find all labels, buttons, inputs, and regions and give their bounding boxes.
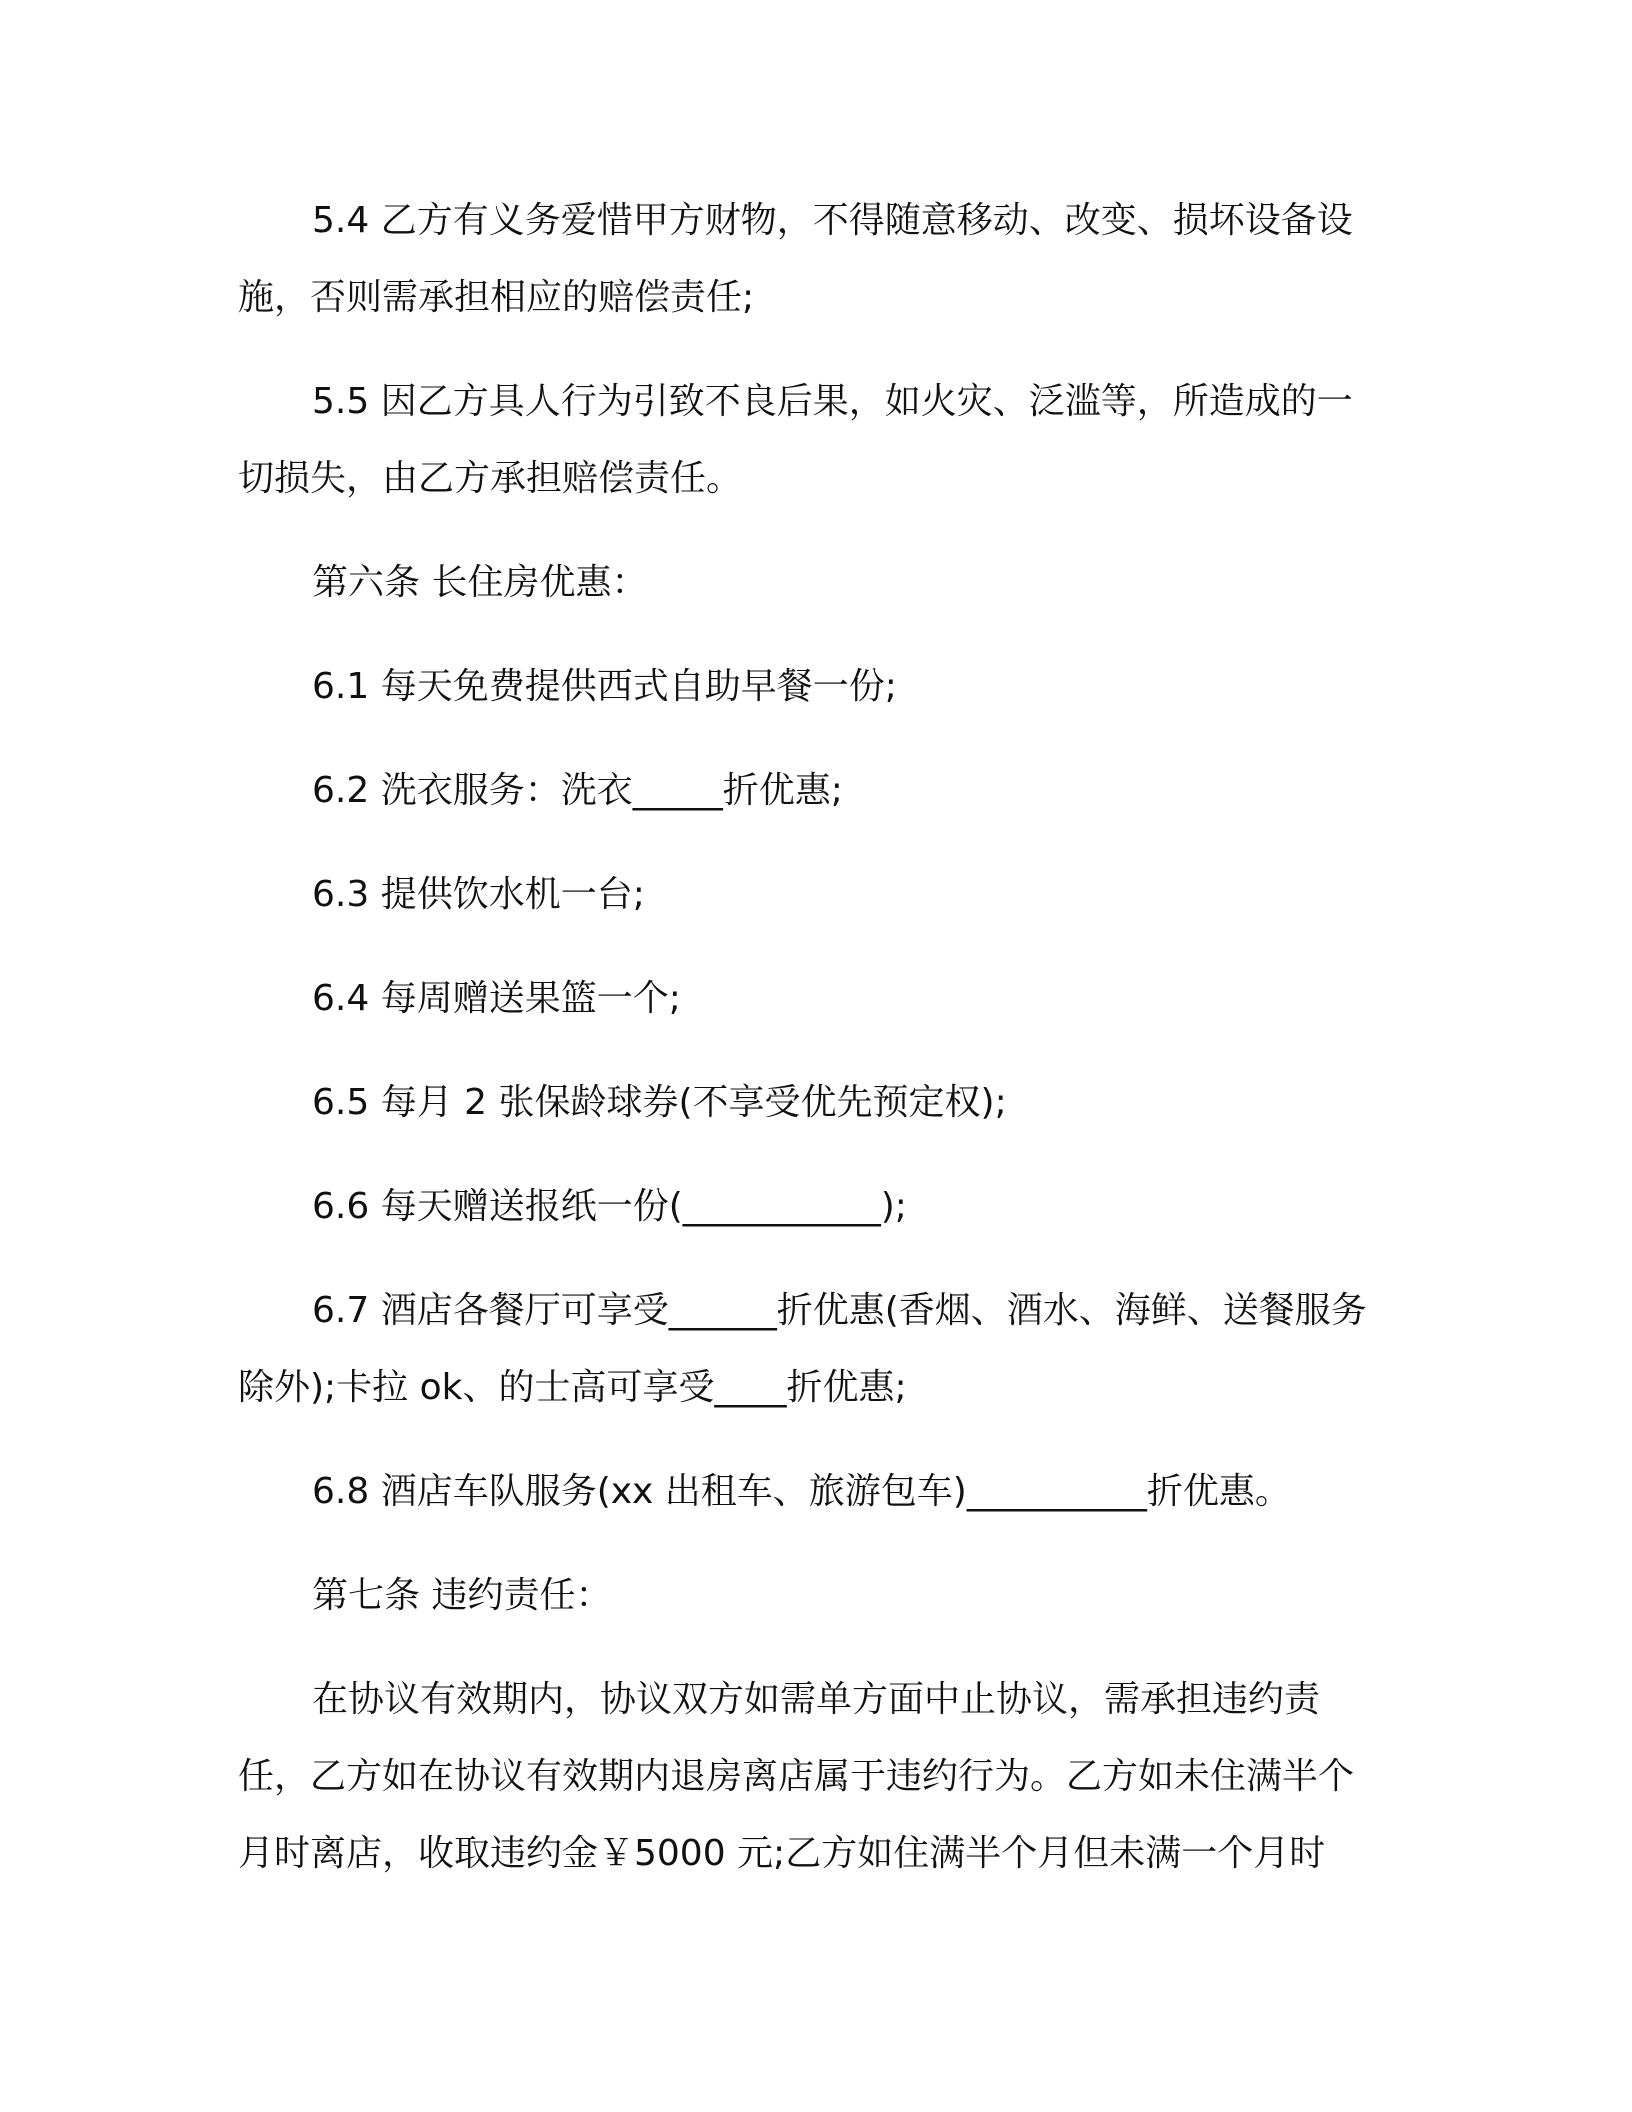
clause-6-6: 6.6 每天赠送报纸一份(___________);	[312, 1186, 907, 1227]
article-7-body: 在协议有效期内，协议双方如需单方面中止协议，需承担违约责任，乙方如在协议有效期内退房离店属于违约行为。乙方如未住满半个月时离店，收取违约金￥5000 元;乙方如住满半个月但未满一个月时	[238, 1679, 1355, 1874]
clause-6-8: 6.8 酒店车队服务(xx 出租车、旅游包车)__________折优惠。	[312, 1471, 1291, 1512]
article-7-heading: 第七条 违约责任：	[312, 1575, 612, 1616]
clause-5-5: 5.5 因乙方具人行为引致不良后果，如火灾、泛滥等，所造成的一切损失，由乙方承担赔偿责任。	[238, 381, 1353, 499]
article-6-heading: 第六条 长住房优惠：	[312, 562, 648, 603]
clause-5-4: 5.4 乙方有义务爱惜甲方财物，不得随意移动、改变、损坏设备设施，否则需承担相应的赔偿责任;	[238, 200, 1353, 318]
clause-6-1: 6.1 每天免费提供西式自助早餐一份;	[312, 666, 897, 707]
clause-6-3: 6.3 提供饮水机一台;	[312, 874, 645, 915]
clause-6-7: 6.7 酒店各餐厅可享受______折优惠(香烟、酒水、海鲜、送餐服务除外);卡拉 ok、的士高可享受____折优惠;	[238, 1290, 1367, 1408]
clause-6-2: 6.2 洗衣服务：洗衣_____折优惠;	[312, 770, 843, 811]
clause-6-5: 6.5 每月 2 张保龄球券(不享受优先预定权);	[312, 1082, 1007, 1123]
document-body	[238, 182, 1388, 1919]
clause-6-4: 6.4 每周赠送果篮一个;	[312, 978, 681, 1019]
